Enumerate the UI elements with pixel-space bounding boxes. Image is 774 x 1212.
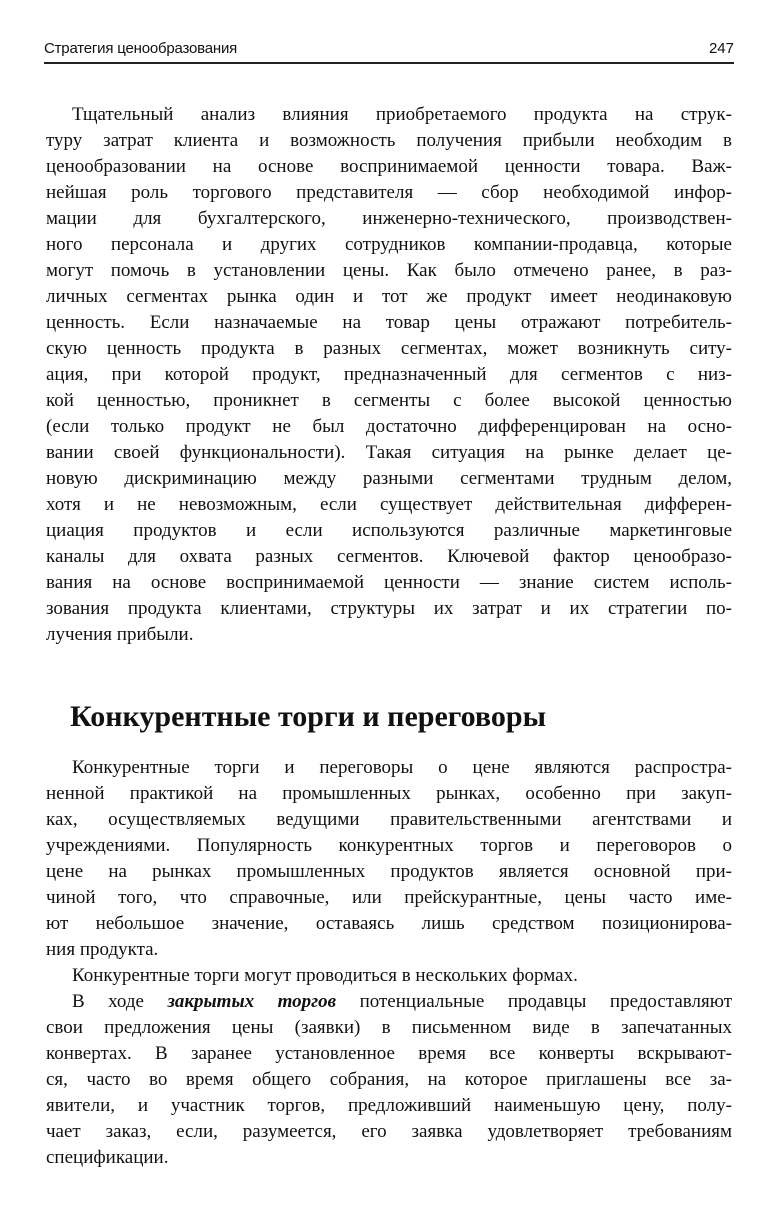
text-line: каналы для охвата разных сегментов. Ключевой фактор ценообразо- bbox=[46, 546, 732, 567]
text-line: ценообразовании на основе воспринимаемой ценности товара. Важ- bbox=[46, 156, 732, 177]
text-line: ация, при которой продукт, предназначенный для сегментов с низ- bbox=[46, 364, 732, 385]
text-line: хотя и не невозможным, если существует действительная дифферен- bbox=[46, 494, 732, 515]
text-line: ют небольшое значение, оставаясь лишь средством позиционирова- bbox=[46, 913, 732, 934]
section-title: Стратегия ценообразования bbox=[44, 40, 238, 57]
text-line: зования продукта клиентами, структуры их затрат и их стратегии по- bbox=[46, 598, 732, 619]
text-line: ния продукта. bbox=[46, 939, 159, 960]
text-line: вании своей функциональности). Такая ситуация на рынке делает це- bbox=[46, 442, 732, 463]
emphasized-term: закрытых торгов bbox=[167, 991, 337, 1012]
text-line: Конкурентные торги могут проводиться в нескольких формах. bbox=[72, 965, 578, 986]
text-line: ся, часто во время общего собрания, на которое приглашены все за- bbox=[46, 1069, 732, 1090]
text-line: новую дискриминацию между разными сегментами трудным делом, bbox=[46, 468, 732, 489]
text-line: свои предложения цены (заявки) в письменном виде в запечатанных bbox=[46, 1017, 732, 1038]
text-line: ках, осуществляемых ведущими правительственными агентствами и bbox=[46, 809, 732, 830]
text-line: Конкурентные торги и переговоры о цене являются распростра- bbox=[72, 757, 732, 778]
text-line: чает заказ, если, разумеется, его заявка удовлетворяет требованиям bbox=[46, 1121, 732, 1142]
text-line: циация продуктов и если используются различные маркетинговые bbox=[46, 520, 732, 541]
text-line: могут помочь в установлении цены. Как было отмечено ранее, в раз- bbox=[46, 260, 732, 281]
text-line: кой ценностью, проникнет в сегменты с более высокой ценностью bbox=[46, 390, 732, 411]
text-line: вания на основе воспринимаемой ценности — знание систем исполь- bbox=[46, 572, 732, 593]
text-line: учреждениями. Популярность конкурентных торгов и переговоров о bbox=[46, 835, 732, 856]
section-heading: Конкурентные торги и переговоры bbox=[70, 700, 547, 733]
line-start: В ходе bbox=[72, 991, 168, 1012]
page-number: 247 bbox=[708, 40, 734, 57]
text-line: цене на рынках промышленных продуктов является основной при- bbox=[46, 861, 732, 882]
running-header bbox=[44, 38, 734, 64]
text-line: мации для бухгалтерского, инженерно-технического, производствен- bbox=[46, 208, 732, 229]
text-line: Тщательный анализ влияния приобретаемого продукта на струк- bbox=[72, 104, 732, 125]
text-line: конвертах. В заранее установленное время все конверты вскрывают- bbox=[46, 1043, 732, 1064]
text-line: лучения прибыли. bbox=[46, 624, 194, 645]
text-line: ненной практикой на промышленных рынках, особенно при закуп- bbox=[46, 783, 732, 804]
text-line: туру затрат клиента и возможность получения прибыли необходим в bbox=[46, 130, 732, 151]
text-line: нейшая роль торгового представителя — сбор необходимой инфор- bbox=[46, 182, 732, 203]
text-line: спецификации. bbox=[46, 1147, 169, 1168]
text-line: (если только продукт не был достаточно дифференцирован на осно- bbox=[46, 416, 732, 437]
text-line: личных сегментах рынка один и тот же продукт имеет неодинаковую bbox=[46, 286, 732, 307]
line-rest: потенциальные продавцы предоставляют bbox=[336, 991, 732, 1012]
text-line: чиной того, что справочные, или прейскурантные, цены часто име- bbox=[46, 887, 732, 908]
text-line: ного персонала и других сотрудников компании-продавца, которые bbox=[46, 234, 732, 255]
text-line: ценность. Если назначаемые на товар цены отражают потребитель- bbox=[46, 312, 732, 333]
text-line: явители, и участник торгов, предложивший наименьшую цену, полу- bbox=[46, 1095, 732, 1116]
text-line: скую ценность продукта в разных сегментах, может возникнуть ситу- bbox=[46, 338, 732, 359]
text-line bbox=[72, 989, 732, 1015]
